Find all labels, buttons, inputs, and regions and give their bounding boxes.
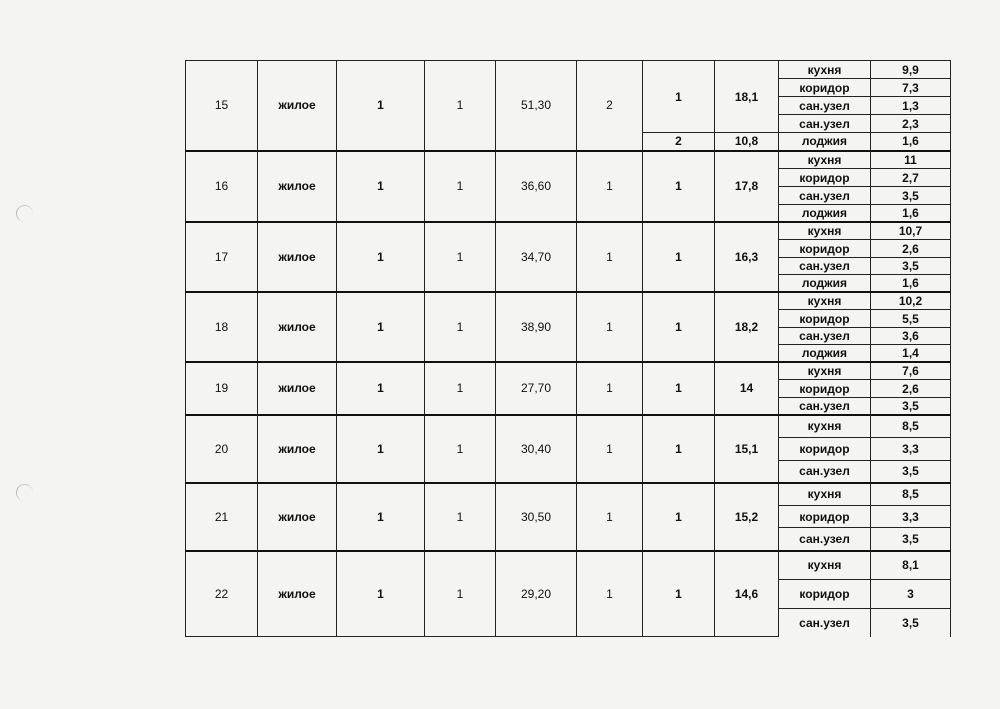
aux-room-name: кухня	[779, 362, 871, 380]
column-4-value: 1	[425, 483, 496, 551]
aux-room-area: 3,3	[871, 438, 951, 461]
aux-room-area: 3	[871, 580, 951, 609]
aux-room-area: 3,6	[871, 328, 951, 345]
room-count: 1	[577, 415, 643, 483]
column-4-value: 1	[425, 222, 496, 292]
aux-room-area: 1,6	[871, 205, 951, 222]
aux-room-area: 1,6	[871, 275, 951, 292]
aux-room-area: 11	[871, 151, 951, 169]
aux-room-name: сан.узел	[779, 609, 871, 637]
aux-room-name: кухня	[779, 483, 871, 506]
table-row	[186, 362, 951, 380]
aux-room-area: 7,6	[871, 362, 951, 380]
living-room-number: 1	[643, 415, 715, 483]
aux-room-area: 3,5	[871, 258, 951, 275]
aux-room-area: 9,9	[871, 61, 951, 79]
premises-type: жилое	[258, 292, 337, 362]
aux-room-name: коридор	[779, 580, 871, 609]
living-room-area: 18,1	[715, 61, 779, 133]
table-row	[186, 151, 951, 169]
punch-hole-mark-bottom	[16, 484, 33, 501]
column-3-value: 1	[337, 415, 425, 483]
living-room-number: 1	[643, 483, 715, 551]
premises-type: жилое	[258, 415, 337, 483]
aux-room-name: кухня	[779, 151, 871, 169]
aux-room-name: кухня	[779, 551, 871, 580]
premises-type: жилое	[258, 222, 337, 292]
record-number: 22	[186, 551, 258, 637]
room-count: 1	[577, 483, 643, 551]
aux-room-area: 2,7	[871, 169, 951, 187]
aux-room-name: сан.узел	[779, 115, 871, 133]
aux-room-name: кухня	[779, 415, 871, 438]
aux-room-area: 2,6	[871, 240, 951, 258]
record-number: 20	[186, 415, 258, 483]
room-count: 1	[577, 151, 643, 222]
table-row	[186, 483, 951, 506]
column-3-value: 1	[337, 483, 425, 551]
living-room-area: 10,8	[715, 133, 779, 151]
aux-room-area: 3,5	[871, 187, 951, 205]
total-area: 27,70	[496, 362, 577, 415]
total-area: 51,30	[496, 61, 577, 151]
aux-room-area: 8,1	[871, 551, 951, 580]
table-row	[186, 222, 951, 240]
punch-hole-mark-top	[16, 205, 33, 222]
aux-room-name: лоджия	[779, 345, 871, 362]
aux-room-area: 7,3	[871, 79, 951, 97]
record-number: 15	[186, 61, 258, 151]
total-area: 34,70	[496, 222, 577, 292]
aux-room-name: коридор	[779, 506, 871, 528]
living-room-number: 2	[643, 133, 715, 151]
living-room-area: 14,6	[715, 551, 779, 637]
record-number: 17	[186, 222, 258, 292]
aux-room-name: кухня	[779, 61, 871, 79]
living-room-area: 14	[715, 362, 779, 415]
record-number: 18	[186, 292, 258, 362]
column-3-value: 1	[337, 362, 425, 415]
aux-room-name: коридор	[779, 240, 871, 258]
aux-room-area: 3,5	[871, 398, 951, 415]
aux-room-area: 10,2	[871, 292, 951, 310]
aux-room-area: 8,5	[871, 415, 951, 438]
aux-room-area: 1,3	[871, 97, 951, 115]
room-count: 1	[577, 292, 643, 362]
aux-room-area: 3,5	[871, 461, 951, 483]
living-room-area: 18,2	[715, 292, 779, 362]
room-count: 1	[577, 362, 643, 415]
aux-room-area: 2,3	[871, 115, 951, 133]
column-3-value: 1	[337, 292, 425, 362]
total-area: 38,90	[496, 292, 577, 362]
record-number: 21	[186, 483, 258, 551]
column-4-value: 1	[425, 415, 496, 483]
premises-type: жилое	[258, 362, 337, 415]
column-3-value: 1	[337, 222, 425, 292]
living-room-number: 1	[643, 151, 715, 222]
aux-room-name: лоджия	[779, 205, 871, 222]
apartment-table	[185, 60, 951, 637]
premises-type: жилое	[258, 151, 337, 222]
living-room-number: 1	[643, 222, 715, 292]
total-area: 30,40	[496, 415, 577, 483]
aux-room-name: коридор	[779, 380, 871, 398]
aux-room-area: 5,5	[871, 310, 951, 328]
column-3-value: 1	[337, 551, 425, 637]
room-count: 1	[577, 551, 643, 637]
aux-room-name: лоджия	[779, 133, 871, 151]
aux-room-name: кухня	[779, 222, 871, 240]
column-4-value: 1	[425, 61, 496, 151]
living-room-number: 1	[643, 61, 715, 133]
record-number: 19	[186, 362, 258, 415]
aux-room-name: сан.узел	[779, 258, 871, 275]
aux-room-area: 8,5	[871, 483, 951, 506]
record-number: 16	[186, 151, 258, 222]
living-room-area: 16,3	[715, 222, 779, 292]
aux-room-area: 1,6	[871, 133, 951, 151]
total-area: 30,50	[496, 483, 577, 551]
aux-room-area: 10,7	[871, 222, 951, 240]
living-room-area: 15,1	[715, 415, 779, 483]
aux-room-name: коридор	[779, 79, 871, 97]
premises-type: жилое	[258, 483, 337, 551]
living-room-number: 1	[643, 292, 715, 362]
aux-room-area: 2,6	[871, 380, 951, 398]
aux-room-name: сан.узел	[779, 328, 871, 345]
aux-room-name: коридор	[779, 310, 871, 328]
table-row	[186, 61, 951, 79]
aux-room-name: сан.узел	[779, 398, 871, 415]
column-3-value: 1	[337, 151, 425, 222]
aux-room-name: кухня	[779, 292, 871, 310]
column-4-value: 1	[425, 292, 496, 362]
aux-room-area: 3,5	[871, 528, 951, 551]
table-row	[186, 551, 951, 580]
living-room-area: 17,8	[715, 151, 779, 222]
aux-room-name: сан.узел	[779, 461, 871, 483]
total-area: 29,20	[496, 551, 577, 637]
premises-type: жилое	[258, 61, 337, 151]
living-room-number: 1	[643, 362, 715, 415]
living-room-area: 15,2	[715, 483, 779, 551]
total-area: 36,60	[496, 151, 577, 222]
aux-room-name: сан.узел	[779, 528, 871, 551]
aux-room-area: 3,5	[871, 609, 951, 637]
column-3-value: 1	[337, 61, 425, 151]
aux-room-area: 1,4	[871, 345, 951, 362]
premises-type: жилое	[258, 551, 337, 637]
aux-room-name: сан.узел	[779, 97, 871, 115]
living-room-number: 1	[643, 551, 715, 637]
aux-room-name: коридор	[779, 438, 871, 461]
table-row	[186, 292, 951, 310]
aux-room-name: сан.узел	[779, 187, 871, 205]
column-4-value: 1	[425, 551, 496, 637]
table-row	[186, 415, 951, 438]
room-count: 1	[577, 222, 643, 292]
aux-room-name: коридор	[779, 169, 871, 187]
column-4-value: 1	[425, 151, 496, 222]
room-count: 2	[577, 61, 643, 151]
aux-room-area: 3,3	[871, 506, 951, 528]
aux-room-name: лоджия	[779, 275, 871, 292]
column-4-value: 1	[425, 362, 496, 415]
